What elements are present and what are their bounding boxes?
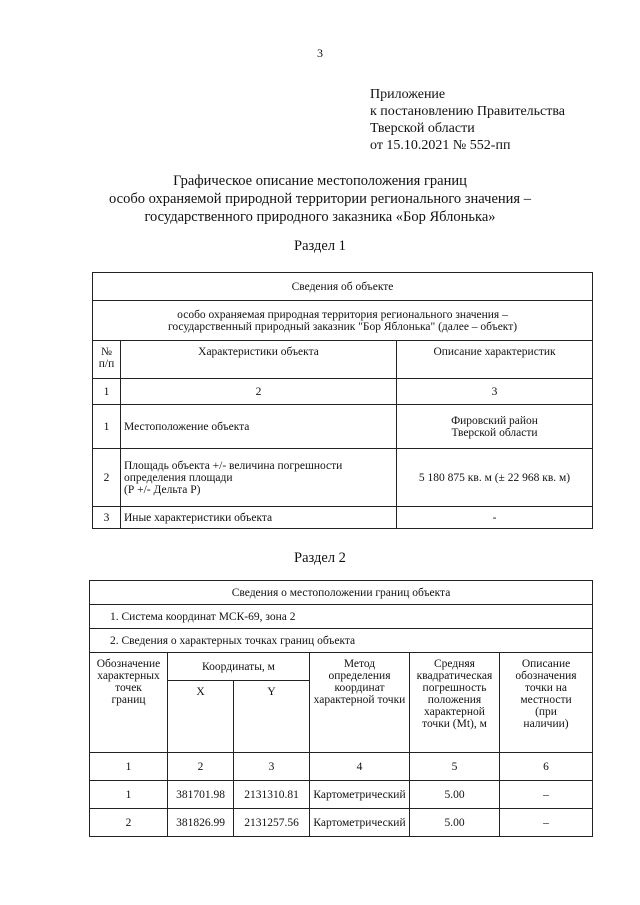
point-error: 5.00 <box>410 809 500 837</box>
table-title: Сведения о местоположении границ объекта <box>90 581 593 605</box>
coordinate-system: 1. Система координат МСК-69, зона 2 <box>90 605 593 629</box>
row-characteristic: Местоположение объекта <box>121 405 397 449</box>
title-line: особо охраняемой природной территории регионального значения – <box>109 191 531 207</box>
row-num: 1 <box>93 405 121 449</box>
col-number: 2 <box>168 753 234 781</box>
header-point-description: Описание обозначения точки на местности (при наличии) <box>500 653 593 753</box>
header-coordinates: Координаты, м <box>168 653 310 681</box>
table-title: Сведения об объекте <box>93 273 593 301</box>
table-row <box>93 449 593 507</box>
section2-heading: Раздел 2 <box>294 550 346 566</box>
point-label: 1 <box>90 781 168 809</box>
col-number: 5 <box>410 753 500 781</box>
point-y: 2131310.81 <box>234 781 310 809</box>
header-point-label: Обозначение характерных точек границ <box>90 653 168 753</box>
point-x: 381826.99 <box>168 809 234 837</box>
page-number: 3 <box>317 46 323 60</box>
appendix-line: к постановлению Правительства <box>370 104 566 119</box>
appendix-line: Приложение <box>370 87 446 102</box>
row-description: 5 180 875 кв. м (± 22 968 кв. м) <box>397 449 593 507</box>
appendix-block <box>370 86 565 154</box>
col-number: 2 <box>121 379 397 405</box>
point-x: 381701.98 <box>168 781 234 809</box>
row-num: 2 <box>93 449 121 507</box>
header-y: Y <box>234 681 310 753</box>
header-error: Средняя квадратическая погрешность положения характерной точки (Mt), м <box>410 653 500 753</box>
point-y: 2131257.56 <box>234 809 310 837</box>
point-method: Картометрический <box>310 809 410 837</box>
table-row <box>90 781 593 809</box>
header-description: Описание характеристик <box>397 341 593 379</box>
point-description: – <box>500 781 593 809</box>
appendix-line: от 15.10.2021 № 552-пп <box>370 138 511 153</box>
object-name-cell <box>93 301 593 341</box>
document-title <box>40 172 600 226</box>
point-method: Картометрический <box>310 781 410 809</box>
point-description: – <box>500 809 593 837</box>
col-number: 6 <box>500 753 593 781</box>
row-description: Фировский район Тверской области <box>397 405 593 449</box>
row-characteristic: Площадь объекта +/- величина погрешности определения площади (Р +/- Дельта Р) <box>121 449 397 507</box>
table-row <box>90 809 593 837</box>
table-row <box>93 507 593 529</box>
col-number: 3 <box>397 379 593 405</box>
header-characteristics: Характеристики объекта <box>121 341 397 379</box>
row-num: 3 <box>93 507 121 529</box>
row-characteristic: Иные характеристики объекта <box>121 507 397 529</box>
header-num: № п/п <box>93 341 121 379</box>
header-x: X <box>168 681 234 753</box>
appendix-line: Тверской области <box>370 121 475 136</box>
section1-heading: Раздел 1 <box>294 238 346 254</box>
object-name-line: особо охраняемая природная территория регионального значения – <box>177 308 508 321</box>
col-number: 1 <box>90 753 168 781</box>
col-number: 3 <box>234 753 310 781</box>
col-number: 4 <box>310 753 410 781</box>
boundary-points-table <box>89 580 593 837</box>
row-description: - <box>397 507 593 529</box>
object-name-line: государственный природный заказник "Бор Яблонька" (далее – объект) <box>167 320 518 333</box>
point-label: 2 <box>90 809 168 837</box>
title-line: Графическое описание местоположения границ <box>173 173 467 189</box>
title-line: государственного природного заказника «Бор Яблонька» <box>144 209 496 225</box>
points-heading: 2. Сведения о характерных точках границ объекта <box>90 629 593 653</box>
table-row <box>93 405 593 449</box>
object-info-table <box>92 272 593 529</box>
header-method: Метод определения координат характерной точки <box>310 653 410 753</box>
point-error: 5.00 <box>410 781 500 809</box>
col-number: 1 <box>93 379 121 405</box>
